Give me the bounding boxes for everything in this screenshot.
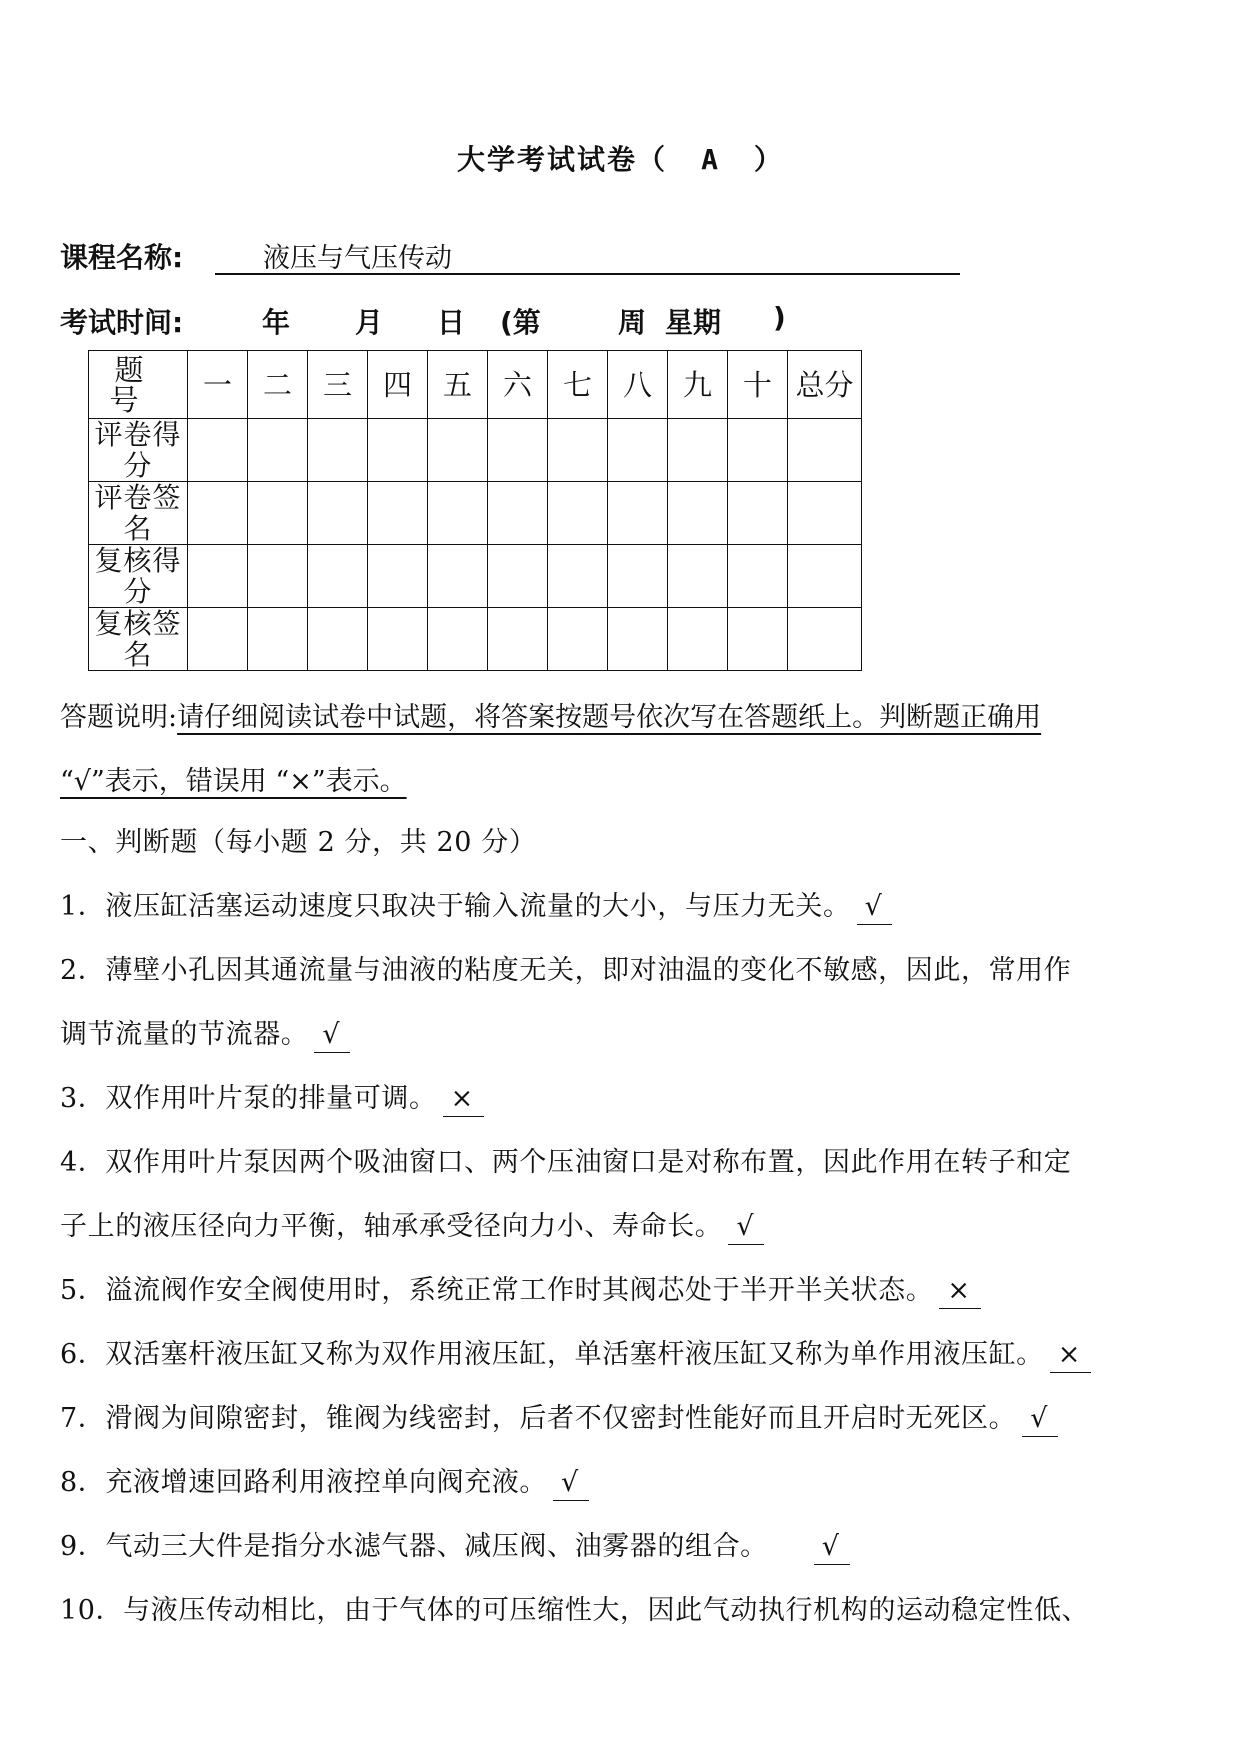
answer-mark: √ — [728, 1210, 764, 1245]
total-score-header: 总分 — [788, 351, 862, 419]
question-3: 3．双作用叶片泵的排量可调。 × — [60, 1076, 484, 1117]
score-cell[interactable] — [368, 545, 428, 608]
score-cell[interactable] — [248, 419, 308, 482]
question-10: 10．与液压传动相比，由于气体的可压缩性大，因此气动执行机构的运动稳定性低、 — [60, 1595, 1090, 1626]
score-cell[interactable] — [368, 419, 428, 482]
score-table — [88, 350, 862, 671]
score-cell[interactable] — [368, 608, 428, 671]
score-cell[interactable] — [488, 608, 548, 671]
title-prefix: 大学考试试卷（ — [457, 143, 668, 176]
answer-mark: √ — [857, 890, 893, 925]
score-cell[interactable] — [188, 608, 248, 671]
question-9: 9．气动三大件是指分水滤气器、减压阀、油雾器的组合。 √ — [60, 1524, 850, 1565]
score-cell[interactable] — [608, 545, 668, 608]
question-6: 6．双活塞杆液压缸又称为双作用液压缸，单活塞杆液压缸又称为单作用液压缸。 × — [60, 1332, 1091, 1373]
score-cell[interactable] — [608, 419, 668, 482]
exam-time-close: ) — [773, 301, 786, 334]
score-cell[interactable] — [308, 545, 368, 608]
score-table-header-row — [89, 351, 862, 419]
question-2: 2．薄壁小孔因其通流量与油液的粘度无关，即对油温的变化不敏感，因此，常用作 — [60, 955, 1072, 986]
question-7: 7．滑阀为间隙密封，锥阀为线密封，后者不仅密封性能好而且开启时无死区。 √ — [60, 1396, 1058, 1437]
score-cell[interactable] — [668, 608, 728, 671]
exam-week-open: (第 — [500, 306, 541, 339]
table-row — [89, 419, 862, 482]
answer-mark: √ — [314, 1018, 350, 1053]
column-header: 二 — [248, 351, 308, 419]
score-cell[interactable] — [488, 545, 548, 608]
score-cell[interactable] — [368, 482, 428, 545]
column-header: 四 — [368, 351, 428, 419]
column-header: 一 — [188, 351, 248, 419]
score-cell[interactable] — [668, 482, 728, 545]
score-cell[interactable] — [188, 545, 248, 608]
score-cell[interactable] — [428, 419, 488, 482]
row-label: 复核得 分 — [89, 545, 188, 608]
score-cell[interactable] — [308, 608, 368, 671]
exam-month: 月 — [355, 306, 384, 339]
question-4: 4．双作用叶片泵因两个吸油窗口、两个压油窗口是对称布置，因此作用在转子和定 — [60, 1147, 1072, 1178]
column-header: 六 — [488, 351, 548, 419]
score-cell[interactable] — [548, 482, 608, 545]
score-cell[interactable] — [248, 482, 308, 545]
score-cell[interactable] — [668, 419, 728, 482]
score-cell[interactable] — [728, 608, 788, 671]
question-4-continued: 子上的液压径向力平衡，轴承承受径向力小、寿命长。 √ — [60, 1204, 764, 1245]
score-cell[interactable] — [488, 419, 548, 482]
column-header: 十 — [728, 351, 788, 419]
score-cell[interactable] — [728, 482, 788, 545]
answer-instructions — [60, 686, 1041, 814]
column-header: 五 — [428, 351, 488, 419]
answer-mark: × — [443, 1082, 484, 1117]
score-cell[interactable] — [488, 482, 548, 545]
exam-weekday: 星期 — [665, 306, 722, 339]
answer-mark: √ — [553, 1466, 589, 1501]
score-cell[interactable] — [788, 482, 862, 545]
row-label: 评卷签 名 — [89, 482, 188, 545]
score-cell[interactable] — [428, 545, 488, 608]
question-2-continued: 调节流量的节流器。 √ — [60, 1012, 350, 1053]
score-cell[interactable] — [728, 545, 788, 608]
score-cell[interactable] — [308, 419, 368, 482]
score-cell[interactable] — [548, 608, 608, 671]
answer-mark: √ — [1022, 1402, 1058, 1437]
score-cell[interactable] — [248, 608, 308, 671]
course-label: 课程名称: — [60, 241, 184, 274]
column-header: 七 — [548, 351, 608, 419]
row-label: 评卷得 分 — [89, 419, 188, 482]
score-cell[interactable] — [308, 482, 368, 545]
course-name: 液压与气压传动 — [263, 243, 452, 274]
question-number-header: 题号 — [89, 351, 188, 419]
score-cell[interactable] — [188, 482, 248, 545]
score-cell[interactable] — [548, 419, 608, 482]
exam-time-label: 考试时间: — [60, 306, 184, 339]
question-8: 8．充液增速回路利用液控单向阀充液。 √ — [60, 1460, 589, 1501]
section-heading: 一、判断题（每小题 2 分，共 20 分） — [60, 827, 537, 858]
exam-day: 日 — [437, 306, 466, 339]
row-label: 复核签 名 — [89, 608, 188, 671]
exam-title — [0, 138, 1241, 178]
instructions-label: 答题说明: — [60, 702, 178, 733]
score-cell[interactable] — [788, 545, 862, 608]
question-5: 5．溢流阀作安全阀使用时，系统正常工作时其阀芯处于半开半关状态。 × — [60, 1268, 981, 1309]
title-suffix: ） — [753, 143, 784, 176]
question-1: 1．液压缸活塞运动速度只取决于输入流量的大小，与压力无关。 √ — [60, 884, 892, 925]
table-row — [89, 545, 862, 608]
column-header: 三 — [308, 351, 368, 419]
paper-version: A — [701, 143, 720, 176]
table-row — [89, 608, 862, 671]
score-cell[interactable] — [668, 545, 728, 608]
instructions-line-1: 请仔细阅读试卷中试题，将答案按题号依次写在答题纸上。判断题正确用 — [177, 702, 1042, 733]
column-header: 八 — [608, 351, 668, 419]
column-header: 九 — [668, 351, 728, 419]
score-cell[interactable] — [788, 419, 862, 482]
exam-year: 年 — [262, 306, 291, 339]
table-row — [89, 482, 862, 545]
answer-mark: × — [1050, 1338, 1091, 1373]
score-cell[interactable] — [248, 545, 308, 608]
answer-mark: × — [939, 1274, 980, 1309]
instructions-line-2: “√”表示，错误用 “×”表示。 — [60, 766, 407, 797]
score-cell[interactable] — [188, 419, 248, 482]
score-cell[interactable] — [428, 608, 488, 671]
score-cell[interactable] — [608, 482, 668, 545]
score-cell[interactable] — [548, 545, 608, 608]
answer-mark: √ — [814, 1530, 850, 1565]
score-cell[interactable] — [788, 608, 862, 671]
score-cell[interactable] — [428, 482, 488, 545]
score-cell[interactable] — [728, 419, 788, 482]
exam-week: 周 — [618, 306, 647, 339]
score-cell[interactable] — [608, 608, 668, 671]
